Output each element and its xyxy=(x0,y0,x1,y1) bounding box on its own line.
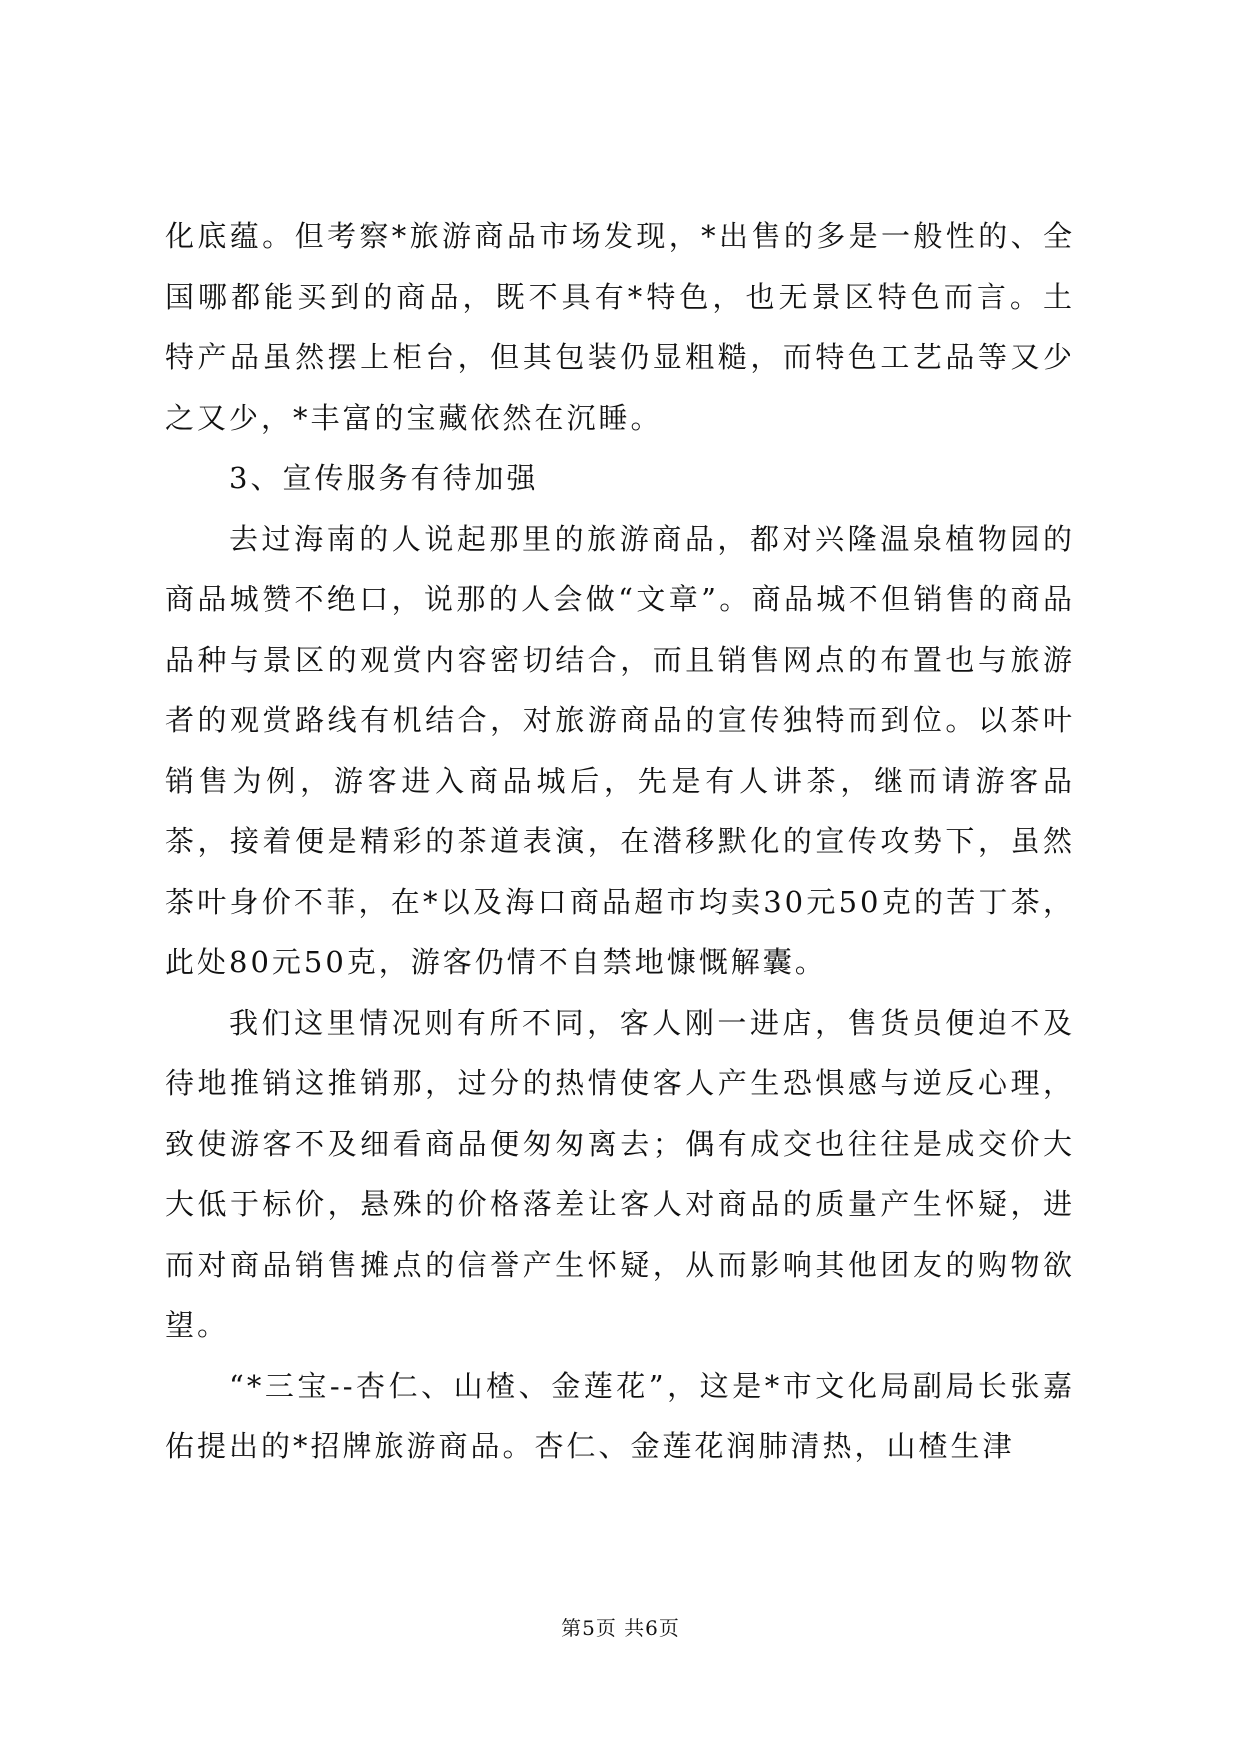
paragraph: 我们这里情况则有所不同，客人刚一进店，售货员便迫不及待地推销这推销那，过分的热情使客人产生恐惧感与逆反心理，致使游客不及细看商品便匆匆离去；偶有成交也往往是成交价大大低于标价，悬殊的价格落差让客人对商品的质量产生怀疑，进而对商品销售摊点的信誉产生怀疑，从而影响其他团友的购物欲望。 xyxy=(165,1005,1075,1342)
page-footer: 第5页 共6页 xyxy=(561,1616,680,1640)
paragraph: 去过海南的人说起那里的旅游商品，都对兴隆温泉植物园的商品城赞不绝口，说那的人会做“文章”。商品城不但销售的商品品种与景区的观赏内容密切结合，而且销售网点的布置也与旅游者的观赏路线有机结合，对旅游商品的宣传独特而到位。以茶叶销售为例，游客进入商品城后，先是有人讲茶，继而请游客品茶，接着便是精彩的茶道表演，在潜移默化的宣传攻势下，虽然茶叶身价不菲，在*以及海口商品超市均卖30元50克的苦丁茶，此处80元50克，游客仍情不自禁地慷慨解囊。 xyxy=(165,521,1075,979)
document-body xyxy=(165,206,1075,1477)
section-heading: 3、宣传服务有待加强 xyxy=(229,461,539,495)
paragraph: “*三宝--杏仁、山楂、金莲花”，这是*市文化局副局长张嘉佑提出的*招牌旅游商品。杏仁、金莲花润肺清热，山楂生津 xyxy=(165,1368,1075,1463)
paragraph-continuation: 化底蕴。但考察*旅游商品市场发现，*出售的多是一般性的、全国哪都能买到的商品，既不具有*特色，也无景区特色而言。土特产品虽然摆上柜台，但其包装仍显粗糙，而特色工艺品等又少之又少，*丰富的宝藏依然在沉睡。 xyxy=(165,219,1075,435)
